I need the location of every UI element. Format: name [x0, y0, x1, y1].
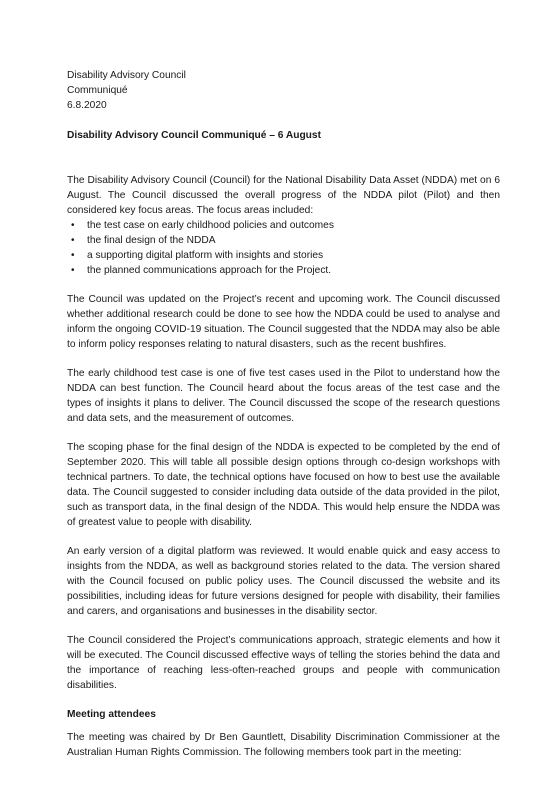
attendees-paragraph: The meeting was chaired by Dr Ben Gauntlett, Disability Discrimination Commissioner at the Australian Human Rights Commission. The following members took part in the meeting: — [67, 732, 500, 758]
paragraph-final-design: The scoping phase for the final design of the NDDA is expected to be completed by the end of September 2020. This will table all possible design options through co-design workshops with technical partners. To date, the technical options have focused on how to best use the available data. The Council suggested to consider including data outside of the data provided in the pilot, such as transport data, in the final design of the NDDA. This would help ensure the NDDA was of greatest value to people with disability. — [67, 442, 500, 528]
list-item — [71, 233, 500, 248]
list-item — [71, 248, 500, 263]
bullet-icon: • — [71, 235, 75, 246]
list-item-text: the final design of the NDDA — [87, 235, 216, 246]
focus-areas-list — [67, 218, 500, 278]
list-item-text: a supporting digital platform with insights and stories — [87, 250, 324, 261]
paragraph-digital-platform: An early version of a digital platform was reviewed. It would enable quick and easy access to insights from the NDDA, as well as background stories related to the data. The version shared with the Council focused on public policy uses. The Council discussed the website and its possibilities, including ideas for future versions designed for people with disability, their families and carers, and organisations and businesses in the disability sector. — [67, 546, 500, 617]
list-item — [71, 218, 500, 233]
paragraph-project-update: The Council was updated on the Project’s recent and upcoming work. The Council discussed whether additional research could be done to see how the NDDA could be used to analyse and inform the ongoing COVID-19 situation. The Council suggested that the NDDA may also be able to inform policy responses relating to natural disasters, such as the recent bushfires. — [67, 294, 500, 350]
attendees-heading: Meeting attendees — [67, 709, 156, 720]
bullet-icon: • — [71, 220, 75, 231]
list-item — [71, 263, 500, 278]
paragraph-early-childhood: The early childhood test case is one of five test cases used in the Pilot to understand how the NDDA can best function. The Council heard about the focus areas of the test case and the types of insights it plans to deliver. The Council discussed the scope of the research questions and data sets, and the measurement of outcomes. — [67, 368, 500, 424]
document-title: Disability Advisory Council Communiqué – 6 August — [67, 130, 321, 141]
intro-paragraph: The Disability Advisory Council (Council) for the National Disability Data Asset (NDDA) met on 6 August. The Council discussed the overall progress of the NDDA pilot (Pilot) and then considered key focus areas. The focus areas included: — [67, 175, 500, 216]
header-date: 6.8.2020 — [67, 100, 107, 111]
bullet-icon: • — [71, 265, 75, 276]
bullet-icon: • — [71, 250, 75, 261]
header-type: Communiqué — [67, 85, 128, 96]
header-org: Disability Advisory Council — [67, 70, 186, 81]
list-item-text: the planned communications approach for the Project. — [87, 265, 332, 276]
list-item-text: the test case on early childhood policies and outcomes — [87, 220, 334, 231]
paragraph-communications: The Council considered the Project’s communications approach, strategic elements and how it will be executed. The Council discussed effective ways of telling the stories behind the data and the importance of reaching less-often-reached groups and people with communication disabilities. — [67, 635, 500, 691]
